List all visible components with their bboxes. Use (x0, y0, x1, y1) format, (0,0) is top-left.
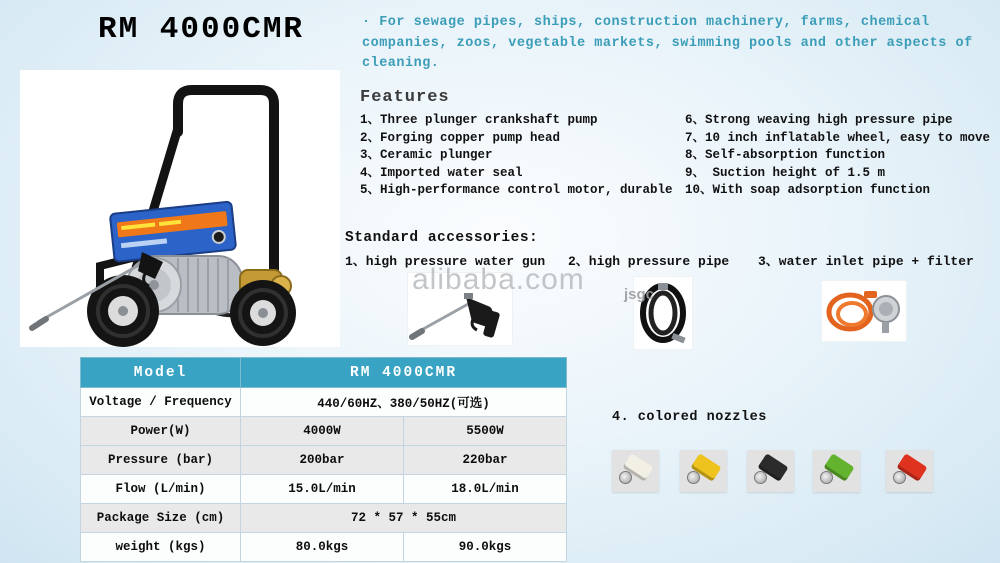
table-row (81, 475, 567, 504)
spec-value: 220bar (404, 446, 567, 475)
spec-label: Voltage / Frequency (81, 388, 241, 417)
features-list-left (360, 112, 673, 200)
black-nozzle-photo (747, 450, 794, 492)
table-row (81, 446, 567, 475)
pressure-washer-image (20, 70, 340, 347)
nozzle-tip (820, 471, 833, 484)
page-title: RM 4000CMR (98, 12, 305, 47)
spec-label: Flow (L/min) (81, 475, 241, 504)
nozzles-label: 4. colored nozzles (612, 410, 767, 425)
feature-item: 1、Three plunger crankshaft pump (360, 113, 598, 127)
feature-item: 6、Strong weaving high pressure pipe (685, 113, 953, 127)
logo-watermark: jsgc (624, 286, 655, 303)
spec-header-value: RM 4000CMR (241, 358, 567, 388)
nozzle-tip (893, 471, 906, 484)
site-watermark: alibaba.com (412, 263, 585, 296)
table-row (81, 504, 567, 533)
spec-value: 4000W (241, 417, 404, 446)
feature-item: 7、10 inch inflatable wheel, easy to move (685, 130, 991, 145)
accessory-label-gun: 1、high pressure water gun (345, 254, 546, 269)
spec-value: 90.0kgs (404, 533, 567, 562)
feature-item: 5、High-performance control motor, durable (360, 183, 673, 198)
features-list-right (685, 112, 990, 200)
white-nozzle-photo (612, 450, 659, 492)
spec-value: 440/60HZ、380/50HZ(可选) (241, 388, 567, 417)
feature-item: 8、Self-absorption function (685, 148, 886, 163)
nozzle-tip (619, 471, 632, 484)
intro-text: · For sewage pipes, ships, construction machinery, farms, chemical companies, zoos, vegetable markets, swimming pools and other aspects of cleaning. (362, 15, 973, 71)
spec-table (80, 357, 567, 562)
spec-value: 15.0L/min (241, 475, 404, 504)
spec-label: weight (kgs) (81, 533, 241, 562)
spec-value: 200bar (241, 446, 404, 475)
accessory-label-inlet: 3、water inlet pipe + filter (758, 254, 974, 269)
nozzle-tip (754, 471, 767, 484)
table-row (81, 533, 567, 562)
red-nozzle-photo (886, 450, 933, 492)
inlet-pipe-filter-image (822, 281, 906, 341)
feature-item: 3、Ceramic plunger (360, 148, 493, 163)
inlet-pipe-filter-photo (822, 281, 906, 341)
green-nozzle-photo (813, 450, 860, 492)
feature-item: 9、 Suction height of 1.5 m (685, 165, 886, 180)
accessory-label-pipe: 2、high pressure pipe (568, 254, 730, 269)
spec-value: 18.0L/min (404, 475, 567, 504)
nozzle-tip (687, 471, 700, 484)
feature-item: 4、Imported water seal (360, 165, 523, 180)
spec-label: Power(W) (81, 417, 241, 446)
yellow-nozzle-photo (680, 450, 727, 492)
product-photo (20, 70, 340, 347)
spec-header-model: Model (81, 358, 241, 388)
feature-item: 10、With soap adsorption function (685, 183, 931, 198)
table-row (81, 388, 567, 417)
spec-value: 72 * 57 * 55cm (241, 504, 567, 533)
spec-value: 80.0kgs (241, 533, 404, 562)
spec-label: Pressure (bar) (81, 446, 241, 475)
spec-header-row (81, 358, 567, 388)
spec-value: 5500W (404, 417, 567, 446)
spec-label: Package Size (cm) (81, 504, 241, 533)
table-row (81, 417, 567, 446)
features-heading: Features (360, 88, 450, 107)
feature-item: 2、Forging copper pump head (360, 130, 561, 145)
accessories-heading: Standard accessories: (345, 230, 539, 246)
